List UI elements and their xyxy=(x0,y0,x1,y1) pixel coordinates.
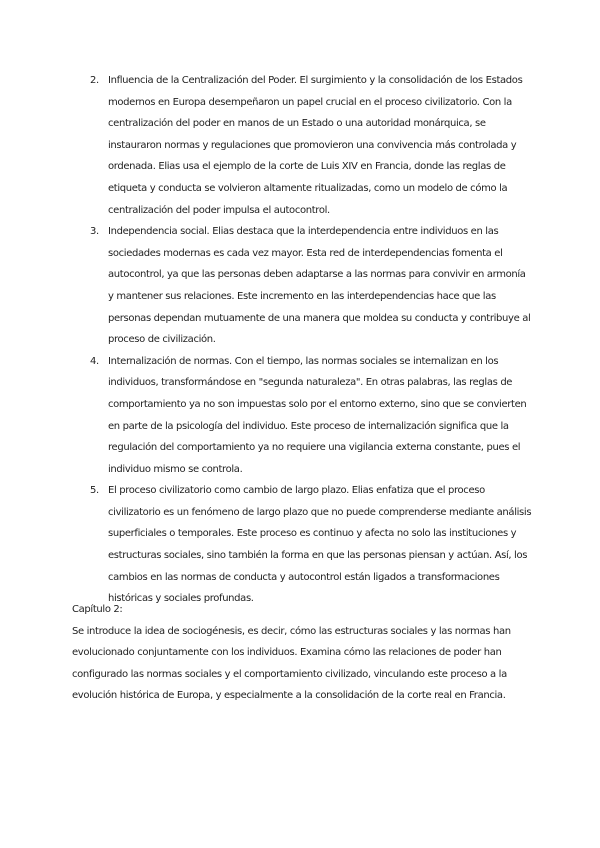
list-item-number: 5. xyxy=(90,485,99,497)
list-item xyxy=(72,480,532,610)
list-item-number: 3. xyxy=(90,226,99,238)
chapter-paragraph: Se introduce la idea de sociogénesis, es decir, cómo las estructuras sociales y las normas han evolucionado conjuntamente con los individuos. Examina cómo las relaciones de poder han configurado las normas sociales y el comportamiento civilizado, vinculando este proceso a la evolución histórica de Europa, y especialmente a la consolidación de la corte real en Francia. xyxy=(72,625,511,702)
list-item-text: Influencia de la Centralización del Poder. El surgimiento y la consolidación de los Estados modernos en Europa desempeñaron un papel crucial en el proceso civilizatorio. Con la centralización del poder en manos de un Estado o una autoridad monárquica, se instauraron normas y regulaciones que promovieron una convivencia más controlada y ordenada. Elias usa el ejemplo de la corte de Luis XIV en Francia, donde las reglas de etiqueta y conducta se volvieron altamente ritualizadas, como un modelo de cómo la centralización del poder impulsa el autocontrol. xyxy=(108,75,523,216)
chapter-section xyxy=(72,599,542,707)
list-item-text: El proceso civilizatorio como cambio de largo plazo. Elias enfatiza que el proceso civilizatorio es un fenómeno de largo plazo que no puede comprenderse mediante análisis superficiales o temporales. Este proceso es continuo y afecta no solo las instituciones y estructuras sociales, sino también la forma en que las personas piensan y actúan. Así, los cambios en las normas de conducta y autocontrol están ligados a transformaciones históricas y sociales profundas. xyxy=(108,485,532,605)
list-item xyxy=(72,70,532,221)
list-item-number: 2. xyxy=(90,75,99,86)
numbered-list xyxy=(72,70,532,610)
list-item-text: Internalización de normas. Con el tiempo, las normas sociales se internalizan en los individuos, transformándose en "segunda naturaleza". En otras palabras, las reglas de comportamiento ya no son impuestas solo por el entorno externo, sino que se convierten en parte de la psicología del individuo. Este proceso de internalización significa que la regulación del comportamiento ya no requiere una vigilancia externa constante, pues el individuo mismo se controla. xyxy=(108,355,527,475)
list-item-text: Independencia social. Elias destaca que la interdependencia entre individuos en las sociedades modernas es cada vez mayor. Esta red de interdependencias fomenta el autocontrol, ya que las personas deben adaptarse a las normas para convivir en armonía y mantener sus relaciones. Este incremento en las interdependencias hace que las personas dependan mutuamente de una manera que moldea su conducta y contribuye al proceso de civilización. xyxy=(108,226,531,346)
list-item xyxy=(72,351,532,481)
list-item xyxy=(72,221,532,351)
list-item-number: 4. xyxy=(90,355,99,367)
chapter-heading: Capítulo 2: xyxy=(72,604,123,615)
